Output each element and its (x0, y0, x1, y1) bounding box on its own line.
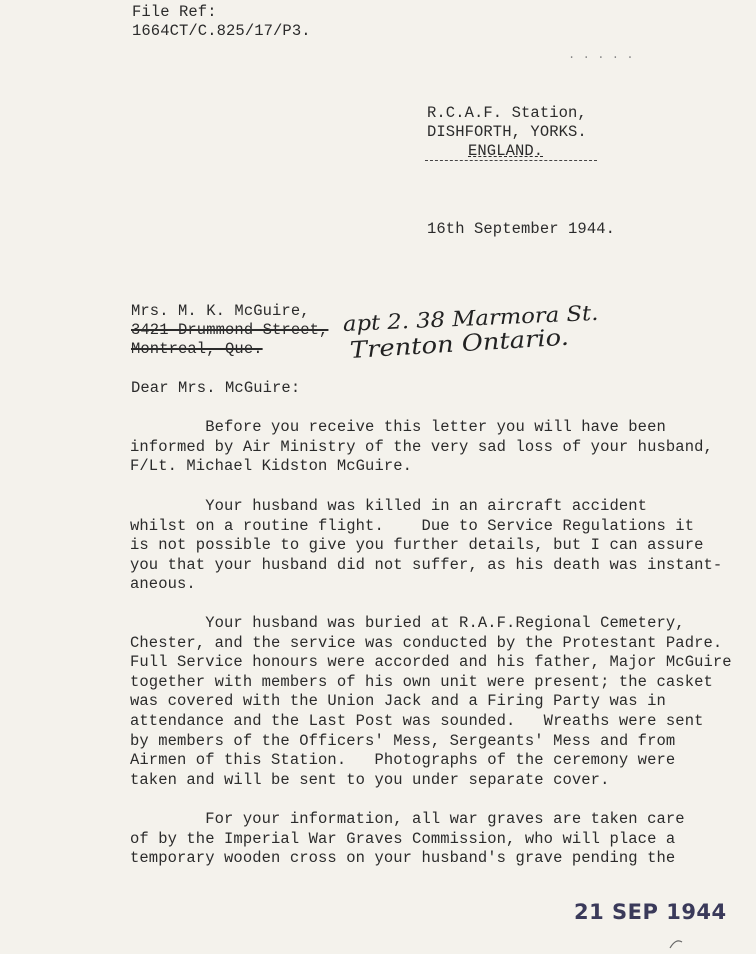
station-line-3: ENGLAND. (468, 142, 544, 160)
recipient-street-struck: 3421 Drummond Street, (131, 321, 329, 339)
received-date-stamp: 21 SEP 1944 (574, 900, 727, 924)
paragraph-line: temporary wooden cross on your husband's grave pending the (130, 849, 676, 868)
paragraph-line: Your husband was buried at R.A.F.Regional Cemetery, (130, 614, 685, 632)
file-ref-label: File Ref: (132, 3, 217, 21)
paragraph-line: by members of the Officers' Mess, Sergeants' Mess and from (130, 731, 676, 750)
decorative-dots: . . . . . (568, 48, 634, 62)
station-line-1: R.C.A.F. Station, (427, 104, 587, 122)
paragraph-line: Airmen of this Station. Photographs of the ceremony were (130, 751, 676, 770)
paragraph-line: together with members of his own unit were present; the casket (130, 672, 713, 691)
paragraph-line: is not possible to give you further details, but I can assure (130, 536, 704, 555)
salutation: Dear Mrs. McGuire: (131, 379, 301, 397)
paragraph-line: you that your husband did not suffer, as his death was instant- (130, 555, 723, 574)
paragraph-line: aneous. (130, 575, 196, 594)
station-line-2: DISHFORTH, YORKS. (427, 123, 587, 141)
paragraph-line: Full Service honours were accorded and his father, Major McGuire (130, 653, 732, 672)
paragraph-line: F/Lt. Michael Kidston McGuire. (130, 457, 413, 476)
recipient-name: Mrs. M. K. McGuire, (131, 302, 310, 320)
file-ref-number: 1664CT/C.825/17/P3. (132, 22, 311, 40)
paragraph-line: of by the Imperial War Graves Commission, who will place a (130, 829, 676, 848)
paragraph-line: was covered with the Union Jack and a Firing Party was in (130, 692, 666, 711)
paragraph-line: taken and will be sent to you under separate cover. (130, 770, 610, 789)
handwritten-address-line-2: Trenton Ontario. (349, 324, 570, 364)
paragraph-line: Before you receive this letter you will have been (130, 418, 666, 436)
handwritten-address-line-1: apt 2. 38 Marmora St. (342, 300, 599, 336)
paragraph-line: Chester, and the service was conducted by the Protestant Padre. (130, 633, 723, 652)
pen-mark-icon (668, 936, 688, 950)
recipient-city-struck: Montreal, Que. (131, 340, 263, 358)
paragraph-line: whilst on a routine flight. Due to Service Regulations it (130, 516, 695, 535)
paragraph-line: Your husband was killed in an aircraft accident (130, 497, 648, 515)
paragraph-line: informed by Air Ministry of the very sad loss of your husband, (130, 437, 713, 456)
paragraph-line: For your information, all war graves are taken care (130, 810, 685, 828)
paragraph-line: attendance and the Last Post was sounded. Wreaths were sent (130, 712, 704, 730)
station-underline (425, 160, 597, 161)
letter-date: 16th September 1944. (427, 220, 616, 238)
